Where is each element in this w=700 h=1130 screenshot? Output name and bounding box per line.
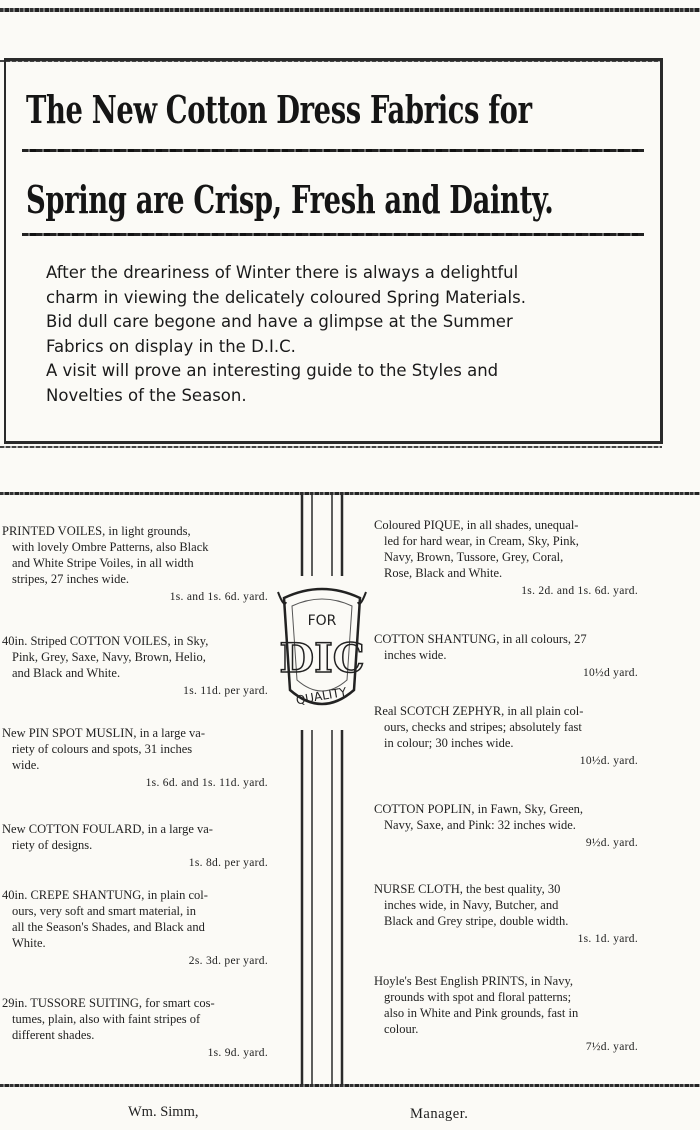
item-line: all the Season's Shades, and Black and [12,920,205,934]
headline-panel [4,58,663,444]
emblem-center-text: DIC [279,635,365,682]
item-line: different shades. [12,1028,95,1042]
item-price: 1s. 2d. and 1s. 6d. yard. [521,585,638,597]
item-line: Black and Grey stripe, double width. [384,914,569,928]
item-first-line: 40in. Striped COTTON VOILES, in Sky, [2,634,209,648]
item-line: in colour; 30 inches wide. [384,736,514,750]
item-price: 2s. 3d. per yard. [188,955,268,967]
emblem-pillars [302,492,342,1085]
item-first-line: NURSE CLOTH, the best quality, 30 [374,882,561,896]
mid-rule-upper [0,446,662,448]
item-price: 10½d. yard. [579,755,638,767]
fabric-item-cotton-shantung [374,631,638,681]
item-description [2,725,268,773]
item-description [2,523,268,587]
item-line: stripes, 27 inches wide. [12,572,129,586]
item-first-line: 29in. TUSSORE SUITING, for smart cos- [2,996,215,1010]
item-line: also in White and Pink grounds, fast in [384,1006,579,1020]
item-line: Navy, Brown, Tussore, Grey, Coral, [384,550,564,564]
intro-line: Bid dull care begone and have a glimpse at the Summer [46,312,513,331]
item-price: 1s. and 1s. 6d. yard. [169,591,268,603]
item-line: Pink, Grey, Saxe, Navy, Brown, Helio, [12,650,206,664]
item-first-line: Coloured PIQUE, in all shades, unequal- [374,518,579,532]
item-line: led for hard wear, in Cream, Sky, Pink, [384,534,579,548]
fabric-item-cotton-voiles [2,633,268,699]
item-description [2,633,268,681]
fabric-item-crepe-shantung [2,887,268,969]
fabric-item-cotton-foulard [2,821,268,871]
item-price: 1s. 1d. yard. [577,933,638,945]
item-line: inches wide. [384,648,447,662]
fabric-item-hoyles-prints [374,973,638,1055]
item-description [374,703,638,751]
footer-signature-title: Manager. [410,1106,469,1122]
fabric-item-scotch-zephyr [374,703,638,769]
item-line: tumes, plain, also with faint stripes of [12,1012,201,1026]
headline-line-1: The New Cotton Dress Fabrics for [26,87,532,132]
headline-divider-2 [22,233,644,236]
item-line: White. [12,936,46,950]
fabric-item-cotton-poplin [374,801,638,851]
item-price: 1s. 11d. per yard. [183,685,268,697]
emblem-bottom-text: QUALITY [294,684,348,708]
item-line: with lovely Ombre Patterns, also Black [12,540,209,554]
item-description [2,995,268,1043]
item-line: wide. [12,758,40,772]
item-description [374,517,638,581]
item-first-line: COTTON POPLIN, in Fawn, Sky, Green, [374,802,584,816]
fabric-item-coloured-pique [374,517,638,599]
item-line: colour. [384,1022,419,1036]
item-price: 1s. 6d. and 1s. 11d. yard. [145,777,268,789]
intro-line: After the dreariness of Winter there is always a delightful [46,263,519,282]
item-line: Navy, Saxe, and Pink: 32 inches wide. [384,818,576,832]
item-price: 7½d. yard. [585,1041,638,1053]
item-line: Rose, Black and White. [384,566,503,580]
fabric-item-printed-voiles [2,523,268,605]
item-line: and White Stripe Voiles, in all width [12,556,194,570]
fabric-item-nurse-cloth [374,881,638,947]
item-line: grounds with spot and floral patterns; [384,990,572,1004]
item-price: 1s. 9d. yard. [207,1047,268,1059]
item-first-line: New PIN SPOT MUSLIN, in a large va- [2,726,205,740]
item-description [374,881,638,929]
item-description [2,887,268,951]
headline-divider-1 [22,149,644,152]
item-line: riety of designs. [12,838,93,852]
item-description [374,631,638,663]
intro-line: Novelties of the Season. [46,385,247,405]
item-line: ours, checks and stripes; absolutely fast [384,720,582,734]
intro-paragraph [46,261,636,408]
dic-quality-emblem [272,480,372,1100]
emblem-top-text: FOR [307,613,337,629]
item-price: 1s. 8d. per yard. [188,857,268,869]
item-first-line: Real SCOTCH ZEPHYR, in all plain col- [374,704,584,718]
item-first-line: New COTTON FOULARD, in a large va- [2,822,213,836]
intro-line: Fabrics on display in the D.I.C. [46,336,296,356]
item-line: ours, very soft and smart material, in [12,904,196,918]
fabric-item-tussore-suiting [2,995,268,1061]
top-border-rule [0,8,700,12]
item-line: riety of colours and spots, 31 inches [12,742,193,756]
item-line: inches wide, in Navy, Butcher, and [384,898,559,912]
item-price: 9½d. yard. [585,837,638,849]
item-first-line: PRINTED VOILES, in light grounds, [2,524,191,538]
item-line: and Black and White. [12,666,121,680]
item-description [374,973,638,1037]
item-first-line: 40in. CREPE SHANTUNG, in plain col- [2,888,208,902]
item-price: 10½d yard. [582,667,638,679]
footer-signature-name: Wm. Simm, [128,1104,199,1120]
item-description [374,801,638,833]
intro-line: charm in viewing the delicately coloured Spring Materials. [46,287,526,307]
item-first-line: COTTON SHANTUNG, in all colours, 27 [374,632,587,646]
item-description [2,821,268,853]
fabric-item-pin-spot-muslin [2,725,268,791]
intro-line: A visit will prove an interesting guide to the Styles and [46,361,499,380]
item-first-line: Hoyle's Best English PRINTS, in Navy, [374,974,574,988]
headline-line-2: Spring are Crisp, Fresh and Dainty. [26,177,554,222]
